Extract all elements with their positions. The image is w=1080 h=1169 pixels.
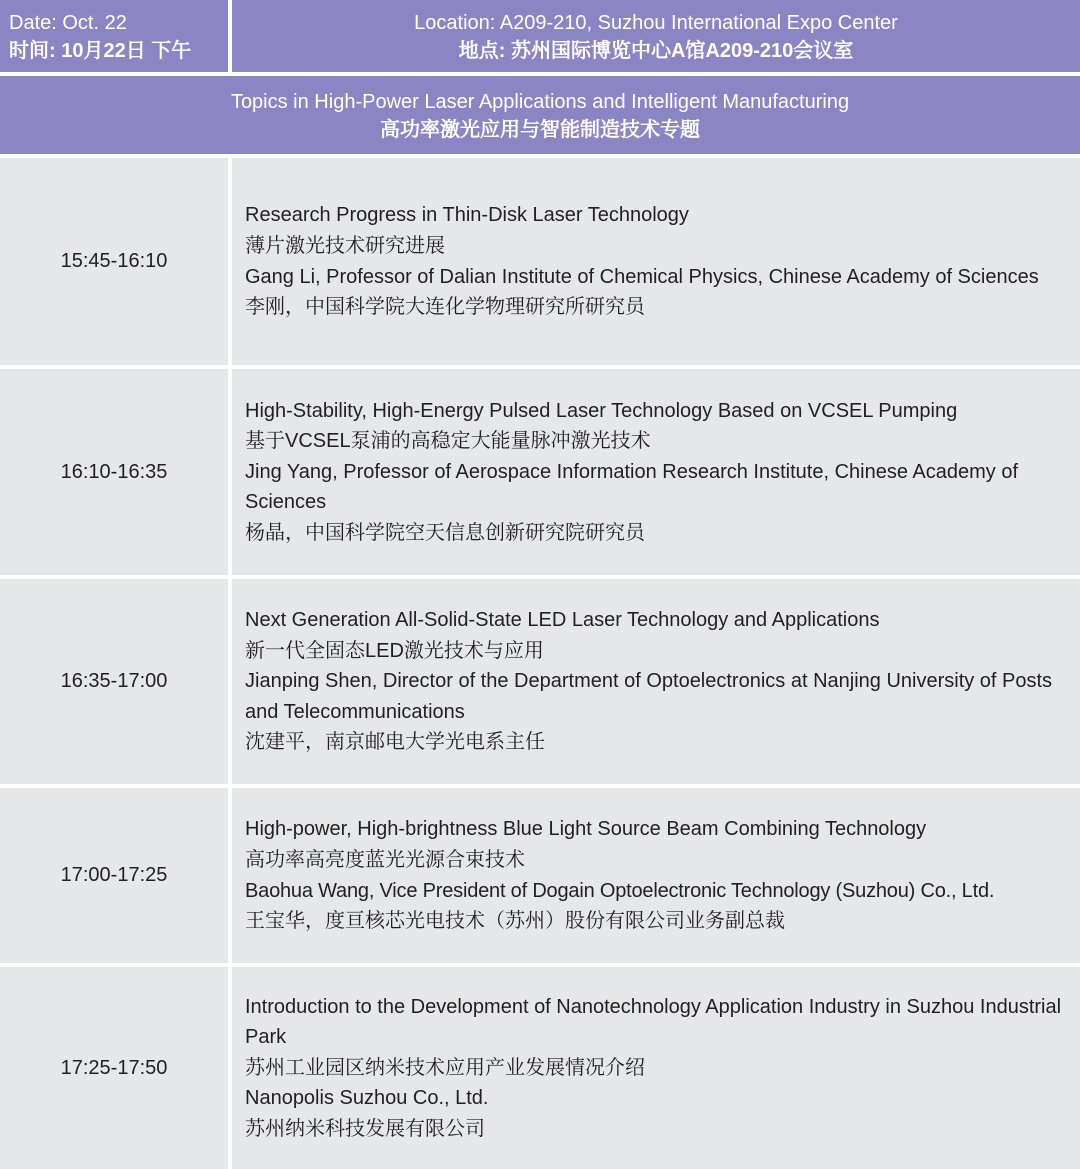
session-row	[0, 788, 1080, 963]
date-zh: 时间: 10月22日 下午	[9, 40, 192, 62]
session-speaker-zh: 王宝华，度亘核芯光电技术（苏州）股份有限公司业务副总裁	[245, 910, 785, 933]
session-speaker-en: Baohua Wang, Vice President of Dogain Optoelectronic Technology (Suzhou) Co., Ltd.	[245, 879, 995, 902]
session-content	[232, 579, 1080, 784]
session-title-en: Next Generation All-Solid-State LED Laser Technology and Applications	[245, 609, 880, 632]
session-speaker-zh: 沈建平，南京邮电大学光电系主任	[245, 731, 545, 754]
location-cell	[232, 0, 1080, 72]
session-row	[0, 579, 1080, 784]
session-time: 16:35-17:00	[0, 579, 228, 784]
session-title-en: High-power, High-brightness Blue Light Source Beam Combining Technology	[245, 818, 927, 841]
session-title-en: Introduction to the Development of Nanotechnology Application Industry in Suzhou Industrial Park	[245, 995, 1062, 1049]
session-speaker-zh: 杨晶，中国科学院空天信息创新研究院研究员	[245, 521, 645, 544]
location-en: Location: A209-210, Suzhou International Expo Center	[414, 12, 898, 34]
location-zh: 地点: 苏州国际博览中心A馆A209-210会议室	[458, 40, 854, 62]
session-content	[232, 158, 1080, 365]
session-time: 17:00-17:25	[0, 788, 228, 963]
session-speaker-en: Jianping Shen, Director of the Department of Optoelectronics at Nanjing University of Posts and Telecommunications	[245, 670, 1053, 723]
date-en: Date: Oct. 22	[9, 12, 127, 34]
session-speaker-en: Nanopolis Suzhou Co., Ltd.	[245, 1087, 489, 1110]
session-content	[232, 369, 1080, 575]
session-time: 15:45-16:10	[0, 158, 228, 365]
session-content	[232, 788, 1080, 963]
session-content	[232, 967, 1080, 1169]
date-cell	[0, 0, 228, 72]
session-row	[0, 369, 1080, 575]
session-title-zh: 薄片激光技术研究进展	[245, 234, 445, 257]
topic-title-zh: 高功率激光应用与智能制造技术专题	[380, 119, 700, 141]
session-speaker-zh: 李刚，中国科学院大连化学物理研究所研究员	[245, 296, 645, 319]
session-title-en: High-Stability, High-Energy Pulsed Laser Technology Based on VCSEL Pumping	[245, 399, 958, 422]
session-speaker-en: Gang Li, Professor of Dalian Institute of Chemical Physics, Chinese Academy of Sciences	[245, 265, 1039, 288]
session-time: 16:10-16:35	[0, 369, 228, 575]
session-row	[0, 158, 1080, 365]
session-speaker-zh: 苏州纳米科技发展有限公司	[245, 1117, 485, 1140]
session-row	[0, 967, 1080, 1169]
topic-banner	[0, 76, 1080, 154]
session-title-zh: 苏州工业园区纳米技术应用产业发展情况介绍	[245, 1056, 645, 1079]
session-title-zh: 基于VCSEL泵浦的高稳定大能量脉冲激光技术	[245, 430, 651, 453]
session-time: 17:25-17:50	[0, 967, 228, 1169]
session-title-en: Research Progress in Thin-Disk Laser Technology	[245, 204, 689, 227]
topic-title-en: Topics in High-Power Laser Applications and Intelligent Manufacturing	[230, 91, 850, 113]
session-title-zh: 高功率高亮度蓝光光源合束技术	[245, 848, 525, 871]
session-speaker-en: Jing Yang, Professor of Aerospace Information Research Institute, Chinese Academy of Sciences	[245, 460, 1019, 514]
header-row	[0, 0, 1080, 72]
session-title-zh: 新一代全固态LED激光技术与应用	[245, 639, 544, 662]
